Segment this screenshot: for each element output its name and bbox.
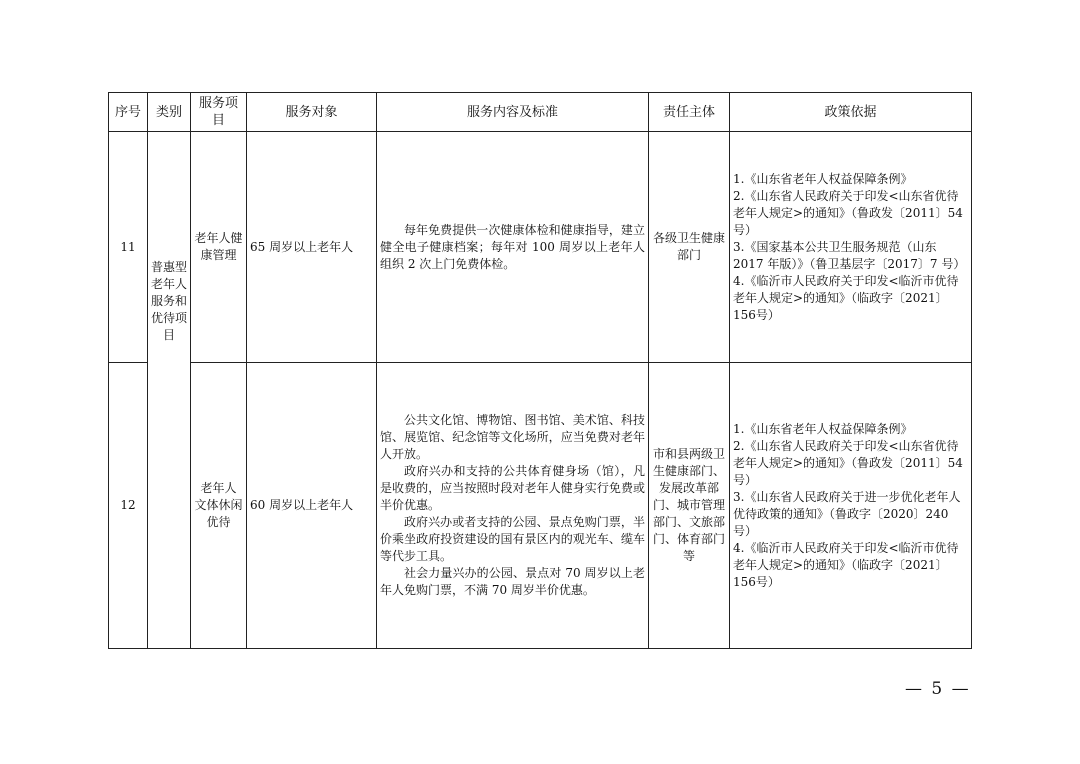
header-no: 序号 bbox=[109, 93, 148, 132]
header-subject: 责任主体 bbox=[649, 93, 730, 132]
policy-item: 1.《山东省老年人权益保障条例》 bbox=[733, 421, 913, 436]
policy-item: 4.《临沂市人民政府关于印发<临沂市优待老年人规定>的通知》（临政字〔2021〕156号） bbox=[733, 540, 959, 589]
header-item: 服务项目 bbox=[191, 93, 247, 132]
service-table bbox=[108, 92, 972, 649]
content-paragraph: 每年免费提供一次健康体检和健康指导，建立健全电子健康档案；每年对 100 周岁以上老年人组织 2 次上门免费体检。 bbox=[380, 222, 645, 271]
service-target: 65 周岁以上老年人 bbox=[247, 132, 377, 363]
policy-item: 3.《国家基本公共卫生服务规范（山东 2017 年版）》（鲁卫基层字〔2017〕7 号） bbox=[733, 239, 966, 271]
header-category: 类别 bbox=[148, 93, 191, 132]
content-paragraph: 政府兴办和支持的公共体育健身场（馆），凡是收费的，应当按照时段对老年人健身实行免费或半价优惠。 bbox=[380, 464, 645, 512]
category-cell: 普惠型 老年人 服务和 优待项 目 bbox=[148, 132, 191, 649]
service-item: 老年人 文体休闲 优待 bbox=[191, 363, 247, 649]
row-number: 12 bbox=[109, 363, 148, 649]
service-item: 老年人健 康管理 bbox=[191, 132, 247, 363]
policy-basis bbox=[730, 363, 972, 649]
policy-item: 4.《临沂市人民政府关于印发<临沂市优待老年人规定>的通知》（临政字〔2021〕156号） bbox=[733, 273, 959, 322]
responsible-subject: 各级卫生健康 部门 bbox=[649, 132, 730, 363]
page-number: — 5 — bbox=[905, 679, 971, 699]
responsible-subject: 市和县两级卫生健康部门、发展改革部门、城市管理部门、文旅部门、体育部门等 bbox=[649, 363, 730, 649]
header-target: 服务对象 bbox=[247, 93, 377, 132]
service-target: 60 周岁以上老年人 bbox=[247, 363, 377, 649]
service-content bbox=[377, 363, 649, 649]
content-paragraph: 公共文化馆、博物馆、图书馆、美术馆、科技馆、展览馆、纪念馆等文化场所，应当免费对老年人开放。 bbox=[380, 413, 645, 461]
policy-item: 1.《山东省老年人权益保障条例》 bbox=[733, 171, 913, 186]
row-number: 11 bbox=[109, 132, 148, 363]
policy-item: 2.《山东省人民政府关于印发<山东省优待老年人规定>的通知》（鲁政发〔2011〕54号） bbox=[733, 438, 963, 487]
policy-item: 2.《山东省人民政府关于印发<山东省优待老年人规定>的通知》（鲁政发〔2011〕54号） bbox=[733, 188, 963, 237]
content-paragraph: 政府兴办或者支持的公园、景点免购门票，半价乘坐政府投资建设的国有景区内的观光车、缆车等代步工具。 bbox=[380, 515, 645, 563]
header-policy: 政策依据 bbox=[730, 93, 972, 132]
header-content: 服务内容及标准 bbox=[377, 93, 649, 132]
table-row bbox=[109, 363, 972, 649]
content-paragraph: 社会力量兴办的公园、景点对 70 周岁以上老年人免购门票，不满 70 周岁半价优惠。 bbox=[380, 566, 645, 597]
policy-basis bbox=[730, 132, 972, 363]
service-content bbox=[377, 132, 649, 363]
table-header-row bbox=[109, 93, 972, 132]
table-row bbox=[109, 132, 972, 363]
policy-item: 3.《山东省人民政府关于进一步优化老年人优待政策的通知》（鲁政字〔2020〕240 号） bbox=[733, 489, 961, 538]
